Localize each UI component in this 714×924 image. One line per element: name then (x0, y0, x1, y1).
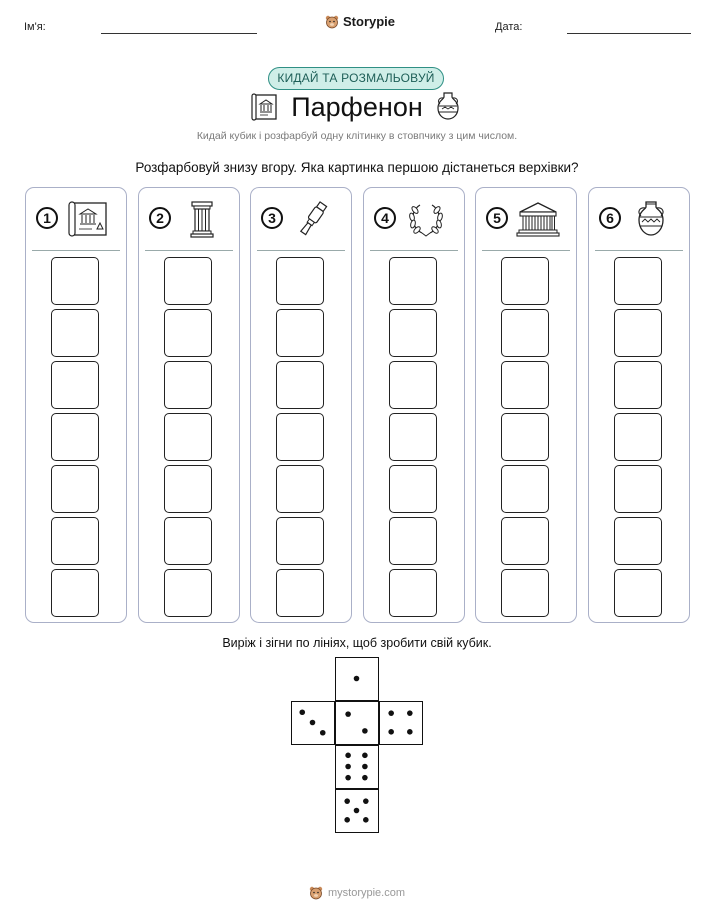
laurel-wreath-icon (404, 199, 448, 239)
blueprint-scroll-icon (66, 199, 110, 239)
coloring-cell[interactable] (276, 257, 324, 305)
die-face-3 (291, 701, 335, 745)
name-line[interactable] (101, 33, 257, 34)
die-pips-6 (336, 746, 377, 787)
coloring-cell[interactable] (276, 465, 324, 513)
brand-logo (325, 14, 395, 29)
column-number: 1 (36, 207, 58, 229)
coloring-cell[interactable] (51, 465, 99, 513)
coloring-cell[interactable] (164, 257, 212, 305)
column-2 (138, 187, 240, 623)
coloring-cell[interactable] (389, 517, 437, 565)
activity-badge: КИДАЙ ТА РОЗМАЛЬОВУЙ (268, 67, 444, 90)
coloring-cell[interactable] (51, 569, 99, 617)
coloring-cell[interactable] (51, 257, 99, 305)
coloring-cell[interactable] (389, 309, 437, 357)
die-pips-5 (336, 790, 377, 831)
coloring-cell[interactable] (614, 413, 662, 461)
coloring-cell[interactable] (164, 569, 212, 617)
column-number: 4 (374, 207, 396, 229)
coloring-cell[interactable] (164, 517, 212, 565)
coloring-cell[interactable] (501, 465, 549, 513)
coloring-cell[interactable] (276, 309, 324, 357)
coloring-cell[interactable] (276, 361, 324, 409)
die-pips-4 (380, 702, 421, 743)
coloring-cell[interactable] (51, 361, 99, 409)
column-number: 5 (486, 207, 508, 229)
column-1 (25, 187, 127, 623)
die-face-5 (335, 789, 379, 833)
coloring-cell[interactable] (614, 569, 662, 617)
die-pips-1 (336, 658, 377, 699)
column-4 (363, 187, 465, 623)
coloring-cell[interactable] (276, 569, 324, 617)
coloring-cell[interactable] (276, 413, 324, 461)
coloring-cell[interactable] (51, 517, 99, 565)
coloring-cell[interactable] (614, 309, 662, 357)
column-number: 6 (599, 207, 621, 229)
coloring-cell[interactable] (501, 257, 549, 305)
die-face-4 (379, 701, 423, 745)
doric-column-icon (179, 199, 223, 239)
die-pips-2 (336, 702, 377, 743)
coloring-cell[interactable] (164, 361, 212, 409)
die-face-6 (335, 745, 379, 789)
coloring-cell[interactable] (389, 465, 437, 513)
column-3 (250, 187, 352, 623)
coloring-cell[interactable] (389, 413, 437, 461)
die-face-1 (335, 657, 379, 701)
bear-mascot-icon (325, 15, 339, 29)
die-pips-3 (292, 702, 333, 743)
coloring-cell[interactable] (389, 257, 437, 305)
instruction: Розфарбовуй знизу вгору. Яка картинка першою дістанеться верхівки? (135, 160, 579, 175)
bear-mascot-icon (309, 886, 323, 900)
die-face-2 (335, 701, 379, 745)
footer (0, 886, 714, 900)
column-number: 2 (149, 207, 171, 229)
name-label: Ім'я: (24, 21, 46, 33)
column-number: 3 (261, 207, 283, 229)
date-line[interactable] (567, 33, 691, 34)
column-5 (475, 187, 577, 623)
coloring-cell[interactable] (614, 517, 662, 565)
column-6 (588, 187, 690, 623)
footer-url[interactable]: mystorypie.com (327, 887, 406, 899)
coloring-cell[interactable] (276, 517, 324, 565)
coloring-cell[interactable] (389, 361, 437, 409)
coloring-cell[interactable] (164, 413, 212, 461)
coloring-cell[interactable] (164, 465, 212, 513)
coloring-cell[interactable] (51, 309, 99, 357)
coloring-cell[interactable] (501, 361, 549, 409)
coloring-cell[interactable] (501, 309, 549, 357)
coloring-cell[interactable] (614, 257, 662, 305)
coloring-cell[interactable] (164, 309, 212, 357)
greek-amphora-icon (434, 90, 462, 122)
parthenon-temple-icon (516, 199, 560, 239)
greek-amphora-icon (629, 199, 673, 239)
coloring-cell[interactable] (614, 361, 662, 409)
coloring-cell[interactable] (614, 465, 662, 513)
date-label: Дата: (495, 21, 523, 33)
chisel-icon (291, 199, 335, 239)
coloring-cell[interactable] (501, 517, 549, 565)
coloring-cell[interactable] (389, 569, 437, 617)
page-title: Парфенон (291, 92, 423, 122)
subtitle: Кидай кубик і розфарбуй одну клітинку в стовпчику з цим числом. (196, 130, 518, 142)
coloring-cell[interactable] (51, 413, 99, 461)
coloring-cell[interactable] (501, 413, 549, 461)
brand-name: Storypie (343, 14, 396, 29)
cut-instruction: Виріж і зігни по лініях, щоб зробити свій кубик. (222, 636, 492, 650)
coloring-cell[interactable] (501, 569, 549, 617)
